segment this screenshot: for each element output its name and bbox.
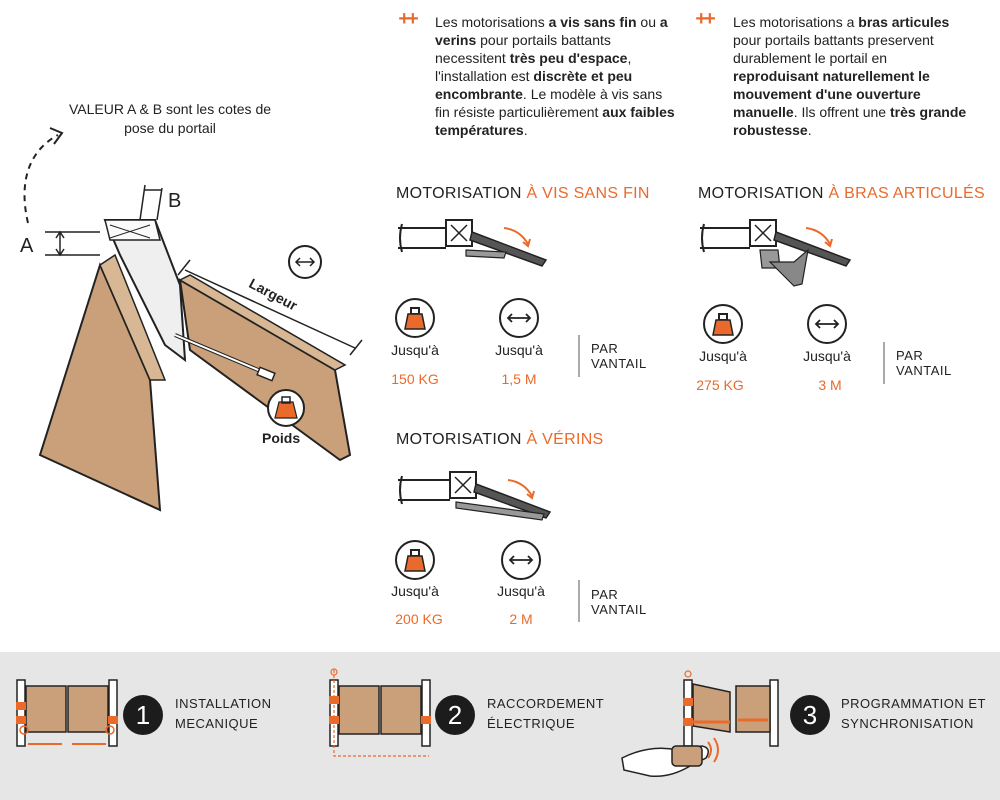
title-vis-sans-fin: MOTORISATION À VIS SANS FIN: [396, 185, 650, 202]
intro-segment: .: [807, 122, 812, 138]
weight-value: 275 KG: [696, 377, 744, 393]
width-value: 1,5 M: [501, 371, 537, 387]
width-label: Jusqu'à: [495, 342, 543, 358]
diagram-caption: VALEUR A & B sont les cotes de pose du portail: [68, 101, 272, 136]
intro-segment: Les motorisations: [435, 14, 549, 30]
width-value: 2 M: [509, 611, 533, 627]
par-vantail: PAR VANTAIL: [591, 341, 647, 371]
step-label-1: INSTALLATION MECANIQUE: [175, 696, 272, 731]
weight-label: Jusqu'à: [391, 342, 439, 358]
intro-segment: .: [523, 122, 528, 138]
separator: [578, 335, 580, 377]
plus-icon-right: ++: [695, 8, 713, 30]
intro-segment: , l'installation est: [435, 50, 632, 84]
intro-right-text: [733, 13, 973, 139]
weight-value: 150 KG: [391, 371, 439, 387]
step-label-2: RACCORDEMENT ÉLECTRIQUE: [487, 696, 604, 731]
vis-sans-fin-sketch: [396, 210, 556, 270]
weight-label: Jusqu'à: [391, 583, 439, 599]
weight-value: 200 KG: [395, 611, 443, 627]
label-largeur: Largeur: [246, 275, 301, 314]
intro-left-text: [435, 13, 680, 139]
par-vantail: PAR VANTAIL: [896, 348, 952, 378]
intro-segment: . Ils offrent une: [793, 104, 890, 120]
step-number-1: 1: [123, 695, 163, 735]
intro-segment: Les motorisations a: [733, 14, 859, 30]
step3-gate-sketch: [620, 666, 790, 796]
curved-arrow-icon: [25, 135, 58, 223]
intro-segment: a verins: [435, 14, 668, 48]
width-arrows-icon: [499, 298, 539, 338]
intro-segment: bras articules: [858, 14, 950, 30]
step-number-3: 3: [790, 695, 830, 735]
title-bras-articules: MOTORISATION À BRAS ARTICULÉS: [698, 185, 985, 202]
gate-illustration: [0, 80, 380, 520]
intro-segment: ou: [636, 14, 660, 30]
weight-icon: [703, 304, 743, 344]
intro-segment: très grande robustesse: [733, 104, 967, 138]
intro-segment: discrète et peu encombrante: [435, 68, 633, 102]
step-number-2: 2: [435, 695, 475, 735]
separator: [578, 580, 580, 622]
label-a: A: [20, 235, 34, 257]
weight-label: Jusqu'à: [699, 348, 747, 364]
width-arrows-icon: [807, 304, 847, 344]
step2-gate-sketch: [325, 664, 435, 764]
gate-diagram: [0, 80, 380, 520]
step-label-3: PROGRAMMATION ET SYNCHRONISATION: [841, 696, 986, 731]
label-b: B: [168, 190, 182, 212]
plus-icon-left: ++: [398, 8, 416, 30]
bras-articules-sketch: [698, 210, 858, 290]
label-poids: Poids: [262, 430, 301, 446]
intro-segment: pour portails battants necessitent: [435, 32, 611, 66]
step1-gate-sketch: [12, 670, 122, 750]
weight-icon: [395, 540, 435, 580]
intro-segment: très peu d'espace: [509, 50, 628, 66]
intro-segment: . Le modèle à vis sans fin résiste particulièrement: [435, 86, 663, 120]
intro-segment: reproduisant naturellement le mouvement d'une ouverture manuelle: [733, 68, 930, 120]
weight-icon: [395, 298, 435, 338]
verins-sketch: [396, 462, 556, 522]
width-label: Jusqu'à: [497, 583, 545, 599]
separator: [883, 342, 885, 384]
width-label: Jusqu'à: [803, 348, 851, 364]
par-vantail: PAR VANTAIL: [591, 587, 647, 617]
width-value: 3 M: [818, 377, 842, 393]
intro-segment: a vis sans fin: [548, 14, 637, 30]
width-arrows-icon: [501, 540, 541, 580]
intro-segment: pour portails battants preservent durablement le portail en: [733, 32, 934, 66]
weight-icon: [275, 402, 297, 418]
intro-segment: aux faibles températures: [435, 104, 675, 138]
title-verins: MOTORISATION À VÉRINS: [396, 431, 604, 448]
